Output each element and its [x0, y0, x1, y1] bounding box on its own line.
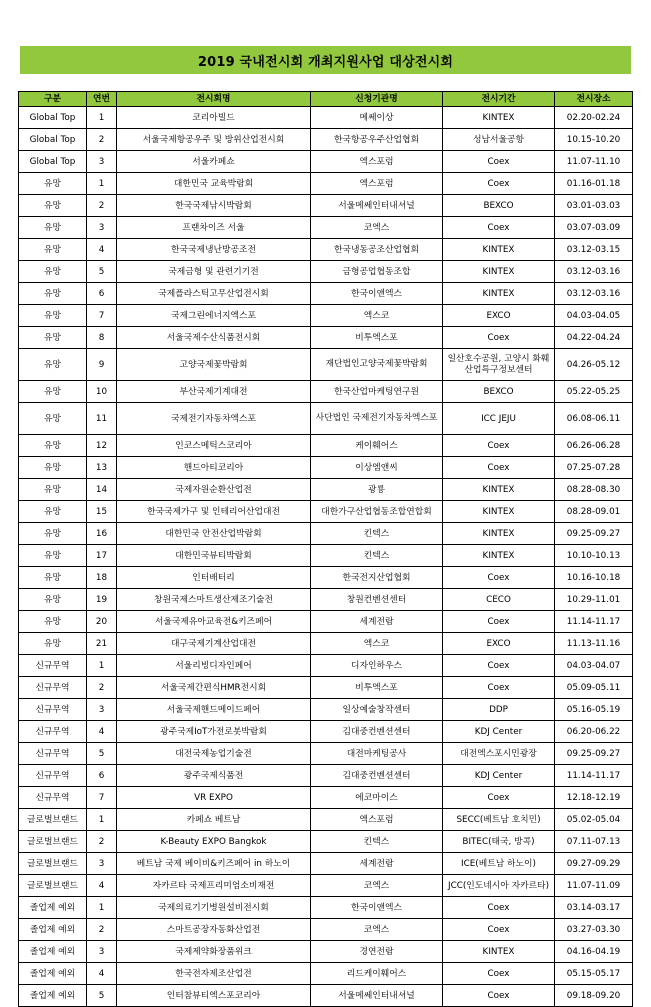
organizer-cell: 김대중컨벤션센터: [311, 765, 443, 787]
venue-cell: KINTEX: [443, 941, 555, 963]
venue-cell: BEXCO: [443, 195, 555, 217]
period-cell: 09.27-09.29: [555, 853, 633, 875]
period-cell: 10.29-11.01: [555, 589, 633, 611]
number-cell: 3: [87, 853, 117, 875]
number-cell: 7: [87, 305, 117, 327]
number-cell: 2: [87, 919, 117, 941]
number-cell: 5: [87, 743, 117, 765]
period-cell: 03.07-03.09: [555, 217, 633, 239]
exhibition-name-cell: 부산국제기계대전: [117, 381, 311, 403]
period-cell: 07.11-07.13: [555, 831, 633, 853]
venue-cell: Coex: [443, 151, 555, 173]
exhibition-name-cell: 대한민국 교육박람회: [117, 173, 311, 195]
venue-cell: Coex: [443, 611, 555, 633]
period-cell: 11.07-11.10: [555, 151, 633, 173]
organizer-cell: 엑스포럼: [311, 151, 443, 173]
exhibition-name-cell: 국제금형 및 관련기기전: [117, 261, 311, 283]
column-header: 구분: [19, 92, 87, 107]
exhibition-name-cell: 대구국제기계산업대전: [117, 633, 311, 655]
organizer-cell: 리드케이훼어스: [311, 963, 443, 985]
column-header: 전시기간: [443, 92, 555, 107]
organizer-cell: 킨텍스: [311, 831, 443, 853]
table-row: [19, 765, 633, 787]
venue-cell: Coex: [443, 435, 555, 457]
number-cell: 5: [87, 261, 117, 283]
venue-cell: Coex: [443, 897, 555, 919]
venue-cell: Coex: [443, 217, 555, 239]
period-cell: 04.16-04.19: [555, 941, 633, 963]
exhibition-name-cell: 서울카페쇼: [117, 151, 311, 173]
organizer-cell: 메쎄이상: [311, 107, 443, 129]
category-cell: 유망: [19, 283, 87, 305]
table-row: [19, 985, 633, 1007]
number-cell: 10: [87, 381, 117, 403]
period-cell: 02.20-02.24: [555, 107, 633, 129]
category-cell: 유망: [19, 195, 87, 217]
table-row: [19, 655, 633, 677]
category-cell: 졸업제 예외: [19, 897, 87, 919]
table-row: [19, 875, 633, 897]
table-row: [19, 349, 633, 381]
period-cell: 11.14-11.17: [555, 611, 633, 633]
cell-text: 일산호수공원, 고양시 화훼산업특구정보센터: [447, 353, 550, 375]
organizer-cell: 한국이앤엑스: [311, 283, 443, 305]
table-row: [19, 195, 633, 217]
table-row: [19, 261, 633, 283]
organizer-cell: 케이훼어스: [311, 435, 443, 457]
category-cell: 유망: [19, 305, 87, 327]
number-cell: 1: [87, 173, 117, 195]
header-row: [19, 92, 633, 107]
exhibition-name-cell: 한국국제냉난방공조전: [117, 239, 311, 261]
exhibition-name-cell: 창원국제스마트생산제조기술전: [117, 589, 311, 611]
period-cell: 09.18-09.20: [555, 985, 633, 1007]
table-row: [19, 173, 633, 195]
number-cell: 8: [87, 327, 117, 349]
category-cell: 유망: [19, 217, 87, 239]
venue-cell: KINTEX: [443, 261, 555, 283]
table-body: [19, 107, 633, 1007]
category-cell: 신규무역: [19, 743, 87, 765]
organizer-cell: 대전마케팅공사: [311, 743, 443, 765]
period-cell: 03.12-03.16: [555, 283, 633, 305]
exhibition-name-cell: 국제제약화장품위크: [117, 941, 311, 963]
category-cell: 신규무역: [19, 655, 87, 677]
exhibition-name-cell: 국제의료기기병원설비전시회: [117, 897, 311, 919]
venue-cell: Coex: [443, 457, 555, 479]
organizer-cell: 경연전람: [311, 941, 443, 963]
number-cell: 2: [87, 831, 117, 853]
category-cell: 유망: [19, 435, 87, 457]
organizer-cell: 한국산업마케팅연구원: [311, 381, 443, 403]
table-row: [19, 567, 633, 589]
period-cell: 11.14-11.17: [555, 765, 633, 787]
period-cell: 03.12-03.16: [555, 261, 633, 283]
table-row: [19, 305, 633, 327]
category-cell: Global Top: [19, 151, 87, 173]
venue-cell: Coex: [443, 655, 555, 677]
category-cell: 유망: [19, 567, 87, 589]
number-cell: 21: [87, 633, 117, 655]
number-cell: 15: [87, 501, 117, 523]
organizer-cell: 비투엑스포: [311, 677, 443, 699]
venue-cell: KINTEX: [443, 107, 555, 129]
table-row: [19, 721, 633, 743]
cell-text: 재단법인고양국제꽃박람회: [325, 359, 428, 369]
table-row: [19, 633, 633, 655]
period-cell: 09.25-09.27: [555, 523, 633, 545]
category-cell: Global Top: [19, 107, 87, 129]
exhibition-name-cell: 자카르타 국제프리미엄소비재전: [117, 875, 311, 897]
organizer-cell: 한국항공우주산업협회: [311, 129, 443, 151]
table-row: [19, 941, 633, 963]
organizer-cell: 서울메쎄인터내셔널: [311, 195, 443, 217]
category-cell: 유망: [19, 589, 87, 611]
period-cell: 01.16-01.18: [555, 173, 633, 195]
organizer-cell: 비투엑스포: [311, 327, 443, 349]
category-cell: 유망: [19, 479, 87, 501]
period-cell: 04.22-04.24: [555, 327, 633, 349]
exhibition-name-cell: 대한민국 안전산업박람회: [117, 523, 311, 545]
organizer-cell: 광룡: [311, 479, 443, 501]
venue-cell: KINTEX: [443, 283, 555, 305]
organizer-cell: 서울메쎄인터내셔널: [311, 985, 443, 1007]
exhibition-name-cell: 대전국제농업기술전: [117, 743, 311, 765]
category-cell: 졸업제 예외: [19, 985, 87, 1007]
period-cell: 07.25-07.28: [555, 457, 633, 479]
cell-text: 사단법인 국제전기자동차엑스포: [315, 413, 438, 423]
organizer-cell: 코엑스: [311, 217, 443, 239]
organizer-cell: 대한가구산업협동조합연합회: [311, 501, 443, 523]
period-cell: 05.09-05.11: [555, 677, 633, 699]
exhibition-name-cell: 광주국제IoT가전로봇박람회: [117, 721, 311, 743]
table-row: [19, 283, 633, 305]
category-cell: 유망: [19, 173, 87, 195]
number-cell: 4: [87, 875, 117, 897]
organizer-cell: [311, 403, 443, 435]
number-cell: 4: [87, 721, 117, 743]
period-cell: 05.22-05.25: [555, 381, 633, 403]
table-row: [19, 381, 633, 403]
category-cell: 신규무역: [19, 677, 87, 699]
category-cell: 글로벌브랜드: [19, 831, 87, 853]
table-row: [19, 107, 633, 129]
venue-cell: DDP: [443, 699, 555, 721]
exhibition-name-cell: 인터참뷰티엑스포코리아: [117, 985, 311, 1007]
category-cell: 유망: [19, 457, 87, 479]
table-row: [19, 787, 633, 809]
venue-cell: Coex: [443, 787, 555, 809]
number-cell: 6: [87, 765, 117, 787]
table-row: [19, 523, 633, 545]
exhibition-name-cell: 한국국제낚시박람회: [117, 195, 311, 217]
period-cell: 05.02-05.04: [555, 809, 633, 831]
organizer-cell: 세계전람: [311, 853, 443, 875]
column-header: 전시회명: [117, 92, 311, 107]
exhibition-name-cell: 광주국제식품전: [117, 765, 311, 787]
venue-cell: 성남서울공항: [443, 129, 555, 151]
organizer-cell: 일상예술창작센터: [311, 699, 443, 721]
period-cell: 05.15-05.17: [555, 963, 633, 985]
organizer-cell: 한국냉동공조산업협회: [311, 239, 443, 261]
number-cell: 4: [87, 963, 117, 985]
venue-cell: SECC(베트남 호치민): [443, 809, 555, 831]
organizer-cell: 코엑스: [311, 919, 443, 941]
exhibition-name-cell: 국제플라스틱고무산업전시회: [117, 283, 311, 305]
venue-cell: Coex: [443, 985, 555, 1007]
category-cell: 유망: [19, 327, 87, 349]
exhibition-name-cell: 서울리빙디자인페어: [117, 655, 311, 677]
number-cell: 16: [87, 523, 117, 545]
venue-cell: Coex: [443, 567, 555, 589]
exhibition-name-cell: 코리아빌드: [117, 107, 311, 129]
table-row: [19, 699, 633, 721]
period-cell: 04.03-04.05: [555, 305, 633, 327]
number-cell: 18: [87, 567, 117, 589]
venue-cell: KINTEX: [443, 239, 555, 261]
table-row: [19, 677, 633, 699]
exhibition-name-cell: 카페쇼 베트남: [117, 809, 311, 831]
number-cell: 14: [87, 479, 117, 501]
exhibition-name-cell: 프랜차이즈 서울: [117, 217, 311, 239]
venue-cell: EXCO: [443, 305, 555, 327]
venue-cell: KINTEX: [443, 545, 555, 567]
period-cell: 03.27-03.30: [555, 919, 633, 941]
venue-cell: BITEC(태국, 방콕): [443, 831, 555, 853]
category-cell: 졸업제 예외: [19, 963, 87, 985]
venue-cell: ICC JEJU: [443, 403, 555, 435]
category-cell: 유망: [19, 611, 87, 633]
venue-cell: 대전엑스포시민광장: [443, 743, 555, 765]
exhibition-name-cell: 국제전기자동차엑스포: [117, 403, 311, 435]
exhibition-name-cell: 핸드아티코리아: [117, 457, 311, 479]
number-cell: 7: [87, 787, 117, 809]
column-header: 연번: [87, 92, 117, 107]
table-row: [19, 217, 633, 239]
number-cell: 20: [87, 611, 117, 633]
period-cell: 12.18-12.19: [555, 787, 633, 809]
organizer-cell: 코엑스: [311, 875, 443, 897]
category-cell: 글로벌브랜드: [19, 809, 87, 831]
organizer-cell: 창원컨벤션센터: [311, 589, 443, 611]
category-cell: 신규무역: [19, 765, 87, 787]
title-bar: [20, 46, 631, 74]
category-cell: 신규무역: [19, 721, 87, 743]
period-cell: 04.03-04.07: [555, 655, 633, 677]
organizer-cell: 에코마이스: [311, 787, 443, 809]
table-row: [19, 831, 633, 853]
venue-cell: KINTEX: [443, 523, 555, 545]
exhibition-name-cell: 인코스메틱스코리아: [117, 435, 311, 457]
exhibition-name-cell: 고양국제꽃박람회: [117, 349, 311, 381]
number-cell: 1: [87, 897, 117, 919]
exhibition-name-cell: 서울국제유아교육전&키즈페어: [117, 611, 311, 633]
period-cell: 10.10-10.13: [555, 545, 633, 567]
number-cell: 1: [87, 809, 117, 831]
document-title: 2019 국내전시회 개최지원사업 대상전시회: [197, 54, 454, 70]
period-cell: 06.26-06.28: [555, 435, 633, 457]
venue-cell: Coex: [443, 963, 555, 985]
category-cell: 졸업제 예외: [19, 919, 87, 941]
venue-cell: CECO: [443, 589, 555, 611]
organizer-cell: 킨텍스: [311, 523, 443, 545]
organizer-cell: 한국이앤엑스: [311, 897, 443, 919]
table-row: [19, 403, 633, 435]
venue-cell: KINTEX: [443, 501, 555, 523]
period-cell: 11.13-11.16: [555, 633, 633, 655]
exhibition-name-cell: 한국국제가구 및 인테리어산업대전: [117, 501, 311, 523]
category-cell: 글로벌브랜드: [19, 853, 87, 875]
period-cell: 03.01-03.03: [555, 195, 633, 217]
period-cell: 11.07-11.09: [555, 875, 633, 897]
number-cell: 1: [87, 655, 117, 677]
table-row: [19, 435, 633, 457]
exhibition-name-cell: 서울국제핸드메이드페어: [117, 699, 311, 721]
exhibition-table: [18, 91, 633, 1007]
column-header: 신청기관명: [311, 92, 443, 107]
venue-cell: Coex: [443, 327, 555, 349]
table-row: [19, 963, 633, 985]
organizer-cell: 엑스코: [311, 633, 443, 655]
venue-cell: Coex: [443, 173, 555, 195]
table-row: [19, 151, 633, 173]
exhibition-name-cell: 서울국제항공우주 및 방위산업전시회: [117, 129, 311, 151]
period-cell: 03.12-03.15: [555, 239, 633, 261]
category-cell: 유망: [19, 261, 87, 283]
period-cell: 08.28-08.30: [555, 479, 633, 501]
category-cell: 졸업제 예외: [19, 941, 87, 963]
number-cell: 2: [87, 677, 117, 699]
period-cell: 09.25-09.27: [555, 743, 633, 765]
number-cell: 3: [87, 699, 117, 721]
organizer-cell: 김대중컨벤션센터: [311, 721, 443, 743]
category-cell: 유망: [19, 545, 87, 567]
number-cell: 3: [87, 941, 117, 963]
number-cell: 2: [87, 195, 117, 217]
venue-cell: [443, 349, 555, 381]
table-row: [19, 897, 633, 919]
period-cell: 10.15-10.20: [555, 129, 633, 151]
organizer-cell: 엑스포럼: [311, 173, 443, 195]
organizer-cell: 금형공업협동조합: [311, 261, 443, 283]
exhibition-name-cell: 베트남 국제 베이비&키즈페어 in 하노이: [117, 853, 311, 875]
category-cell: 신규무역: [19, 699, 87, 721]
number-cell: 3: [87, 217, 117, 239]
organizer-cell: 세계전람: [311, 611, 443, 633]
organizer-cell: 한국전지산업협회: [311, 567, 443, 589]
exhibition-name-cell: 국제자원순환산업전: [117, 479, 311, 501]
category-cell: Global Top: [19, 129, 87, 151]
table-row: [19, 479, 633, 501]
table-row: [19, 545, 633, 567]
exhibition-name-cell: 한국전자제조산업전: [117, 963, 311, 985]
exhibition-name-cell: VR EXPO: [117, 787, 311, 809]
organizer-cell: 엑스코: [311, 305, 443, 327]
number-cell: 9: [87, 349, 117, 381]
table-row: [19, 501, 633, 523]
venue-cell: KDJ Center: [443, 721, 555, 743]
table-row: [19, 919, 633, 941]
venue-cell: ICE(베트남 하노이): [443, 853, 555, 875]
venue-cell: KDJ Center: [443, 765, 555, 787]
exhibition-name-cell: 국제그린에너지엑스포: [117, 305, 311, 327]
number-cell: 2: [87, 129, 117, 151]
category-cell: 유망: [19, 403, 87, 435]
venue-cell: Coex: [443, 919, 555, 941]
organizer-cell: 킨텍스: [311, 545, 443, 567]
category-cell: 유망: [19, 523, 87, 545]
table-row: [19, 743, 633, 765]
table-row: [19, 809, 633, 831]
exhibition-name-cell: 스마트공장자동화산업전: [117, 919, 311, 941]
venue-cell: KINTEX: [443, 479, 555, 501]
category-cell: 글로벌브랜드: [19, 875, 87, 897]
category-cell: 유망: [19, 501, 87, 523]
number-cell: 13: [87, 457, 117, 479]
category-cell: 유망: [19, 239, 87, 261]
table-row: [19, 611, 633, 633]
number-cell: 1: [87, 107, 117, 129]
exhibition-name-cell: 서울국제수산식품전시회: [117, 327, 311, 349]
exhibition-name-cell: 인터배터리: [117, 567, 311, 589]
exhibition-name-cell: K-Beauty EXPO Bangkok: [117, 831, 311, 853]
venue-cell: JCC(인도네시아 자카르타): [443, 875, 555, 897]
column-header: 전시장소: [555, 92, 633, 107]
organizer-cell: 이상엠앤씨: [311, 457, 443, 479]
table-row: [19, 239, 633, 261]
category-cell: 유망: [19, 381, 87, 403]
exhibition-name-cell: 서울국제간편식HMR전시회: [117, 677, 311, 699]
organizer-cell: 디자인하우스: [311, 655, 443, 677]
period-cell: 03.14-03.17: [555, 897, 633, 919]
number-cell: 3: [87, 151, 117, 173]
number-cell: 17: [87, 545, 117, 567]
number-cell: 5: [87, 985, 117, 1007]
category-cell: 유망: [19, 349, 87, 381]
number-cell: 19: [87, 589, 117, 611]
table-row: [19, 327, 633, 349]
venue-cell: Coex: [443, 677, 555, 699]
organizer-cell: [311, 349, 443, 381]
table-row: [19, 457, 633, 479]
period-cell: 05.16-05.19: [555, 699, 633, 721]
number-cell: 4: [87, 239, 117, 261]
organizer-cell: 엑스포럼: [311, 809, 443, 831]
table-row: [19, 589, 633, 611]
category-cell: 신규무역: [19, 787, 87, 809]
category-cell: 유망: [19, 633, 87, 655]
period-cell: 10.16-10.18: [555, 567, 633, 589]
venue-cell: EXCO: [443, 633, 555, 655]
table-row: [19, 853, 633, 875]
number-cell: 11: [87, 403, 117, 435]
table-row: [19, 129, 633, 151]
number-cell: 6: [87, 283, 117, 305]
period-cell: 06.20-06.22: [555, 721, 633, 743]
period-cell: 06.08-06.11: [555, 403, 633, 435]
venue-cell: BEXCO: [443, 381, 555, 403]
period-cell: 08.28-09.01: [555, 501, 633, 523]
number-cell: 12: [87, 435, 117, 457]
period-cell: 04.26-05.12: [555, 349, 633, 381]
exhibition-name-cell: 대한민국뷰티박람회: [117, 545, 311, 567]
